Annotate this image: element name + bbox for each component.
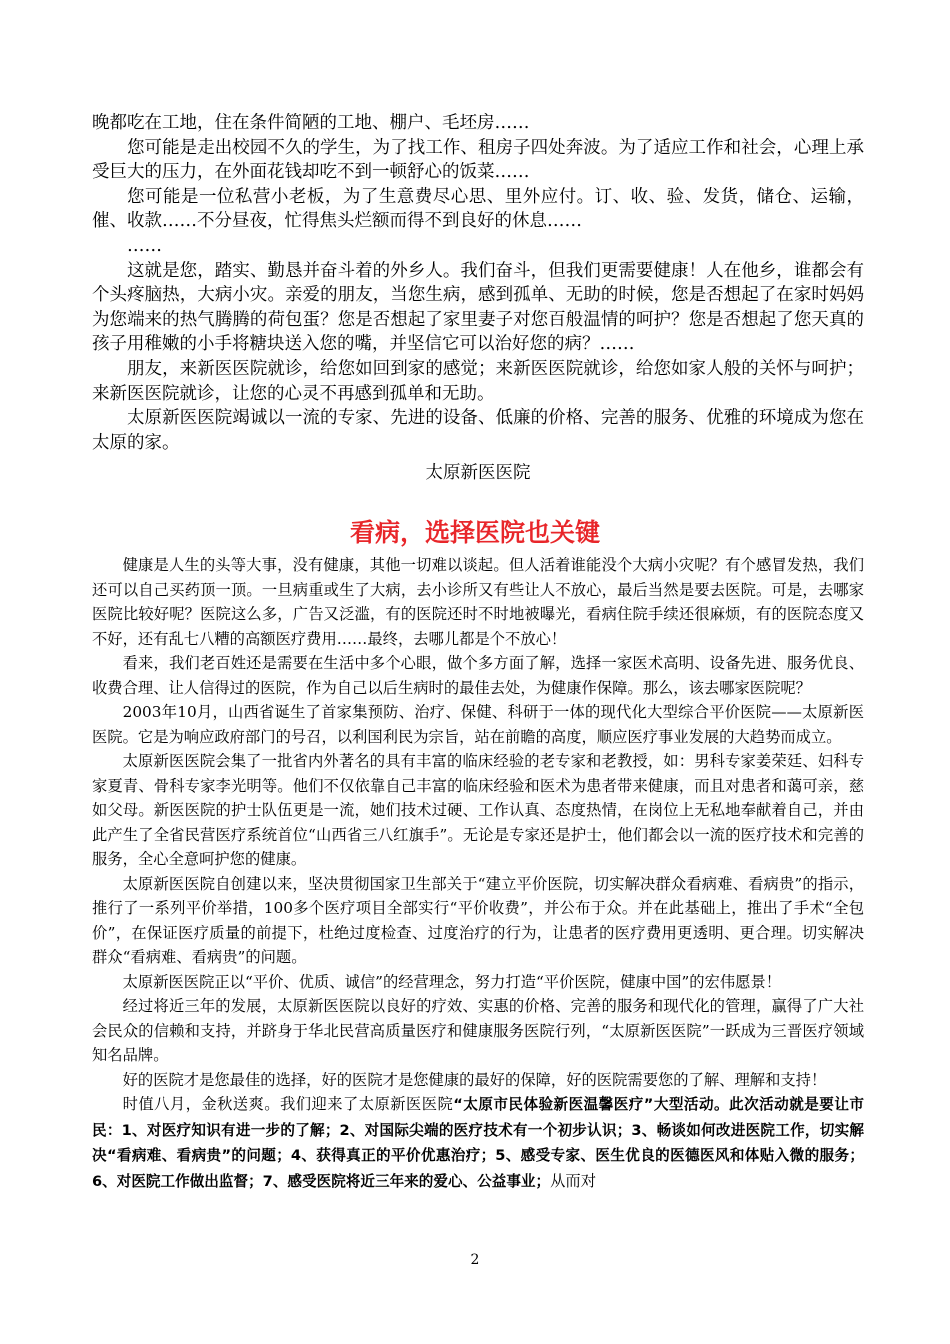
event-tail: 从而对 [550, 1171, 597, 1190]
event-highlight: “太原市民体验新医温馨医疗”大型活动。此次活动就是要让市民：1、对医疗知识有进一步的了解；2、对国际尖端的医疗技术有一个初步认识；3、畅谈如何改进医院工作，切实解决“看病难、看病贵”的问题；4、获得真正的平价优惠治疗；5、感受专家、医生优良的医德医风和体贴入微的服务；6、对医院工作做出监督；7、感受医院将近三年来的爱心、公益事业； [92, 1096, 864, 1190]
paragraph: 晚都吃在工地，住在条件简陋的工地、棚户、毛坯房…… [92, 113, 530, 133]
paragraph: 太原新医医院会集了一批省内外著名的具有丰富的临床经验的老专家和老教授，如：男科专家姜荣廷、妇科专家夏青、骨科专家李光明等。他们不仅依靠自己丰富的临床经验和医术为患者带来健康，而且对患者和蔼可亲，慈如父母。新医医院的护士队伍更是一流，她们技术过硬、工作认真、态度热情，在岗位上无私地奉献着自己，并由此产生了全省民营医疗系统首位“山西省三八红旗手”。无论是专家还是护士，他们都会以一流的医疗技术和完善的服务，全心全意呵护您的健康。 [92, 752, 864, 868]
paragraph-event [92, 1092, 864, 1194]
paragraph: 好的医院才是您最佳的选择，好的医院才是您健康的最好的保障，好的医院需要您的了解、理解和支持！ [122, 1070, 827, 1089]
paragraph: …… [127, 235, 162, 256]
letter-section [92, 111, 864, 486]
paragraph: 您可能是一位私营小老板，为了生意费尽心思、里外应付。订、收、验、发货，储仓、运输，催、收款……不分昼夜，忙得焦头烂额而得不到良好的休息…… [92, 186, 864, 232]
article-title: 看病，选择医院也关键 [349, 518, 600, 547]
paragraph: 太原新医医院正以“平价、优质、诚信”的经营理念，努力打造“平价医院，健康中国”的宏伟愿景！ [122, 972, 782, 991]
paragraph: 经过将近三年的发展，太原新医医院以良好的疗效、实惠的价格、完善的服务和现代化的管理，赢得了广大社会民众的信赖和支持，并跻身于华北民营高质量医疗和健康服务医院行列，“太原新医医院”一跃成为三晋医疗领域知名品牌。 [92, 997, 864, 1064]
paragraph: 太原新医医院竭诚以一流的专家、先进的设备、低廉的价格、完善的服务、优雅的环境成为您在太原的家。 [92, 408, 864, 453]
article-body [92, 553, 864, 1194]
paragraph: 看来，我们老百姓还是需要在生活中多个心眼，做个多方面了解，选择一家医术高明、设备先进、服务优良、收费合理、让人信得过的医院，作为自己以后生病时的最佳去处，为健康作保障。那么，该去哪家医院呢？ [92, 654, 864, 697]
paragraph: 这就是您，踏实、勤恳并奋斗着的外乡人。我们奋斗，但我们更需要健康！人在他乡，谁都会有个头疼脑热，大病小灾。亲爱的朋友，当您生病，感到孤单、无助的时候，您是否想起了在家时妈妈为您端来的热气腾腾的荷包蛋？您是否想起了家里妻子对您百般温情的呵护？您是否想起了您天真的孩子用稚嫩的小手将糖块送入您的嘴，并坚信它可以治好您的病？…… [92, 260, 864, 355]
page-number: 2 [470, 1252, 480, 1268]
paragraph: 健康是人生的头等大事，没有健康，其他一切难以谈起。但人活着谁能没个大病小灾呢？有个感冒发热，我们还可以自己买药顶一顶。一旦病重或生了大病，去小诊所又有些让人不放心，最后当然是要去医院。可是，去哪家医院比较好呢？医院这么多，广告又泛滥，有的医院还时不时地被曝光，看病住院手续还很麻烦，有的医院态度又不好，还有乱七八糟的高额医疗费用……最终，去哪儿都是个不放心！ [92, 556, 864, 648]
event-intro: 时值八月，金秋送爽。我们迎来了太原新医医院 [122, 1095, 454, 1113]
paragraph: 您可能是走出校园不久的学生，为了找工作、租房子四处奔波。为了适应工作和社会，心理上承受巨大的压力，在外面花钱却吃不到一顿舒心的饭菜…… [92, 137, 864, 183]
signature: 太原新医医院 [425, 463, 531, 484]
paragraph: 太原新医医院自创建以来，坚决贯彻国家卫生部关于“建立平价医院，切实解决群众看病难、看病贵”的指示，推行了一系列平价举措，100多个医疗项目全部实行“平价收费”，并公布于众。并在此基础上，推出了手术“全包价”，在保证医疗质量的前提下，杜绝过度检查、过度治疗的行为，让患者的医疗费用更透明、更合理。切实解决群众“看病难、看病贵”的问题。 [92, 874, 864, 966]
paragraph: 朋友，来新医医院就诊，给您如回到家的感觉；来新医医院就诊，给您如家人般的关怀与呵护；来新医医院就诊，让您的心灵不再感到孤单和无助。 [92, 358, 864, 404]
paragraph: 2003年10月，山西省诞生了首家集预防、治疗、保健、科研于一体的现代化大型综合平价医院——太原新医医院。它是为响应政府部门的号召，以利国利民为宗旨，站在前瞻的高度，顺应医疗事业发展的大趋势而成立。 [92, 703, 864, 746]
